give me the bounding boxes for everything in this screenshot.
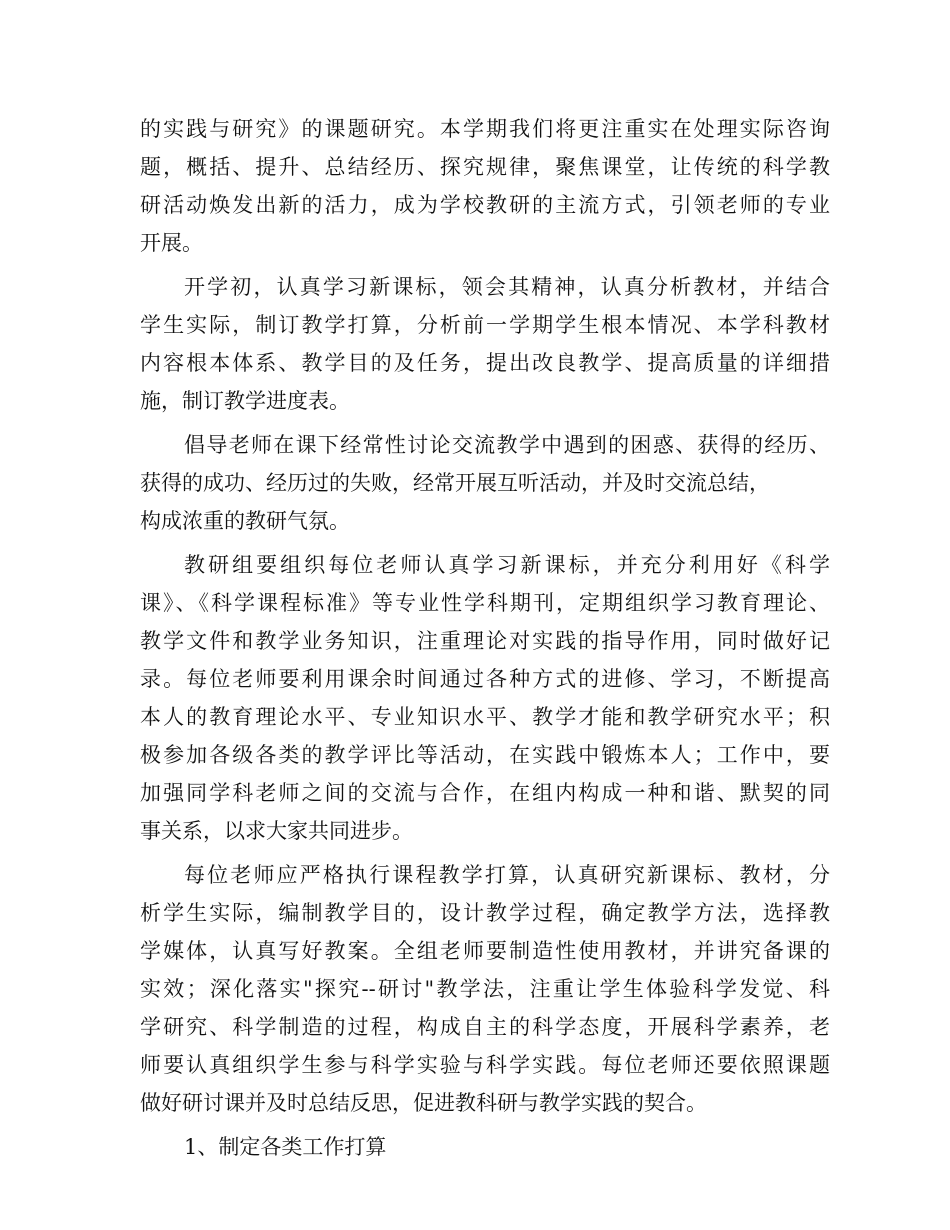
text-line: 师要认真组织学生参与科学实验与科学实践。每位老师还要依照课题 [140,1053,830,1077]
text-line: 获得的成功、经历过的失败，经常开展互听活动，并及时交流总结， [140,471,770,495]
text-line: 课》、《科学课程标准》等专业性学科期刊，定期组织学习教育理论、 [140,591,830,615]
text-line: 1、制定各类工作打算 [184,1135,387,1159]
document-body [140,110,830,1166]
text-line: 教研组要组织每位老师认真学习新课标，并充分利用好《科学 [184,553,830,577]
text-line: 学媒体，认真写好教案。全组老师要制造性使用教材，并讲究备课的 [140,939,830,963]
text-line: 极参加各级各类的教学评比等活动，在实践中锻炼本人；工作中，要 [140,743,830,767]
paragraph-4 [140,546,830,850]
text-line: 开学初，认真学习新课标，领会其精神，认真分析教材，并结合 [184,275,830,299]
text-line: 题，概括、提升、总结经历、探究规律，聚焦课堂，让传统的科学教 [140,155,830,179]
text-line: 教学文件和教学业务知识，注重理论对实践的指导作用，同时做好记 [140,629,830,653]
text-line: 的实践与研究》的课题研究。本学期我们将更注重实在处理实际咨询 [140,117,830,141]
text-line: 学研究、科学制造的过程，构成自主的科学态度，开展科学素养，老 [140,1015,830,1039]
text-line: 本人的教育理论水平、专业知识水平、教学才能和教学研究水平；积 [140,705,830,729]
paragraph-3 [140,426,830,540]
text-line: 事关系，以求大家共同进步。 [140,819,413,843]
text-line: 构成浓重的教研气氛。 [140,509,350,533]
text-line: 内容根本体系、教学目的及任务，提出改良教学、提高质量的详细措 [140,351,830,375]
paragraph-2 [140,268,830,420]
text-line: 录。每位老师要利用课余时间通过各种方式的进修、学习，不断提高 [140,667,830,691]
paragraph-5 [140,856,830,1122]
text-line: 研活动焕发出新的活力，成为学校教研的主流方式，引领老师的专业 [140,193,830,217]
text-line: 开展。 [140,231,203,255]
text-line: 倡导老师在课下经常性讨论交流教学中遇到的困惑、获得的经历、 [184,433,830,457]
text-line: 每位老师应严格执行课程教学打算，认真研究新课标、教材，分 [184,863,830,887]
text-line: 析学生实际，编制教学目的，设计教学过程，确定教学方法，选择教 [140,901,830,925]
list-heading [140,1128,830,1166]
paragraph-1 [140,110,830,262]
text-line: 加强同学科老师之间的交流与合作，在组内构成一种和谐、默契的同 [140,781,830,805]
text-line: 学生实际，制订教学打算，分析前一学期学生根本情况、本学科教材 [140,313,830,337]
text-line: 做好研讨课并及时总结反思，促进教科研与教学实践的契合。 [140,1091,707,1115]
text-line: 实效；深化落实"探究--研讨"教学法，注重让学生体验科学发觉、科 [140,977,830,1001]
text-line: 施，制订教学进度表。 [140,389,350,413]
